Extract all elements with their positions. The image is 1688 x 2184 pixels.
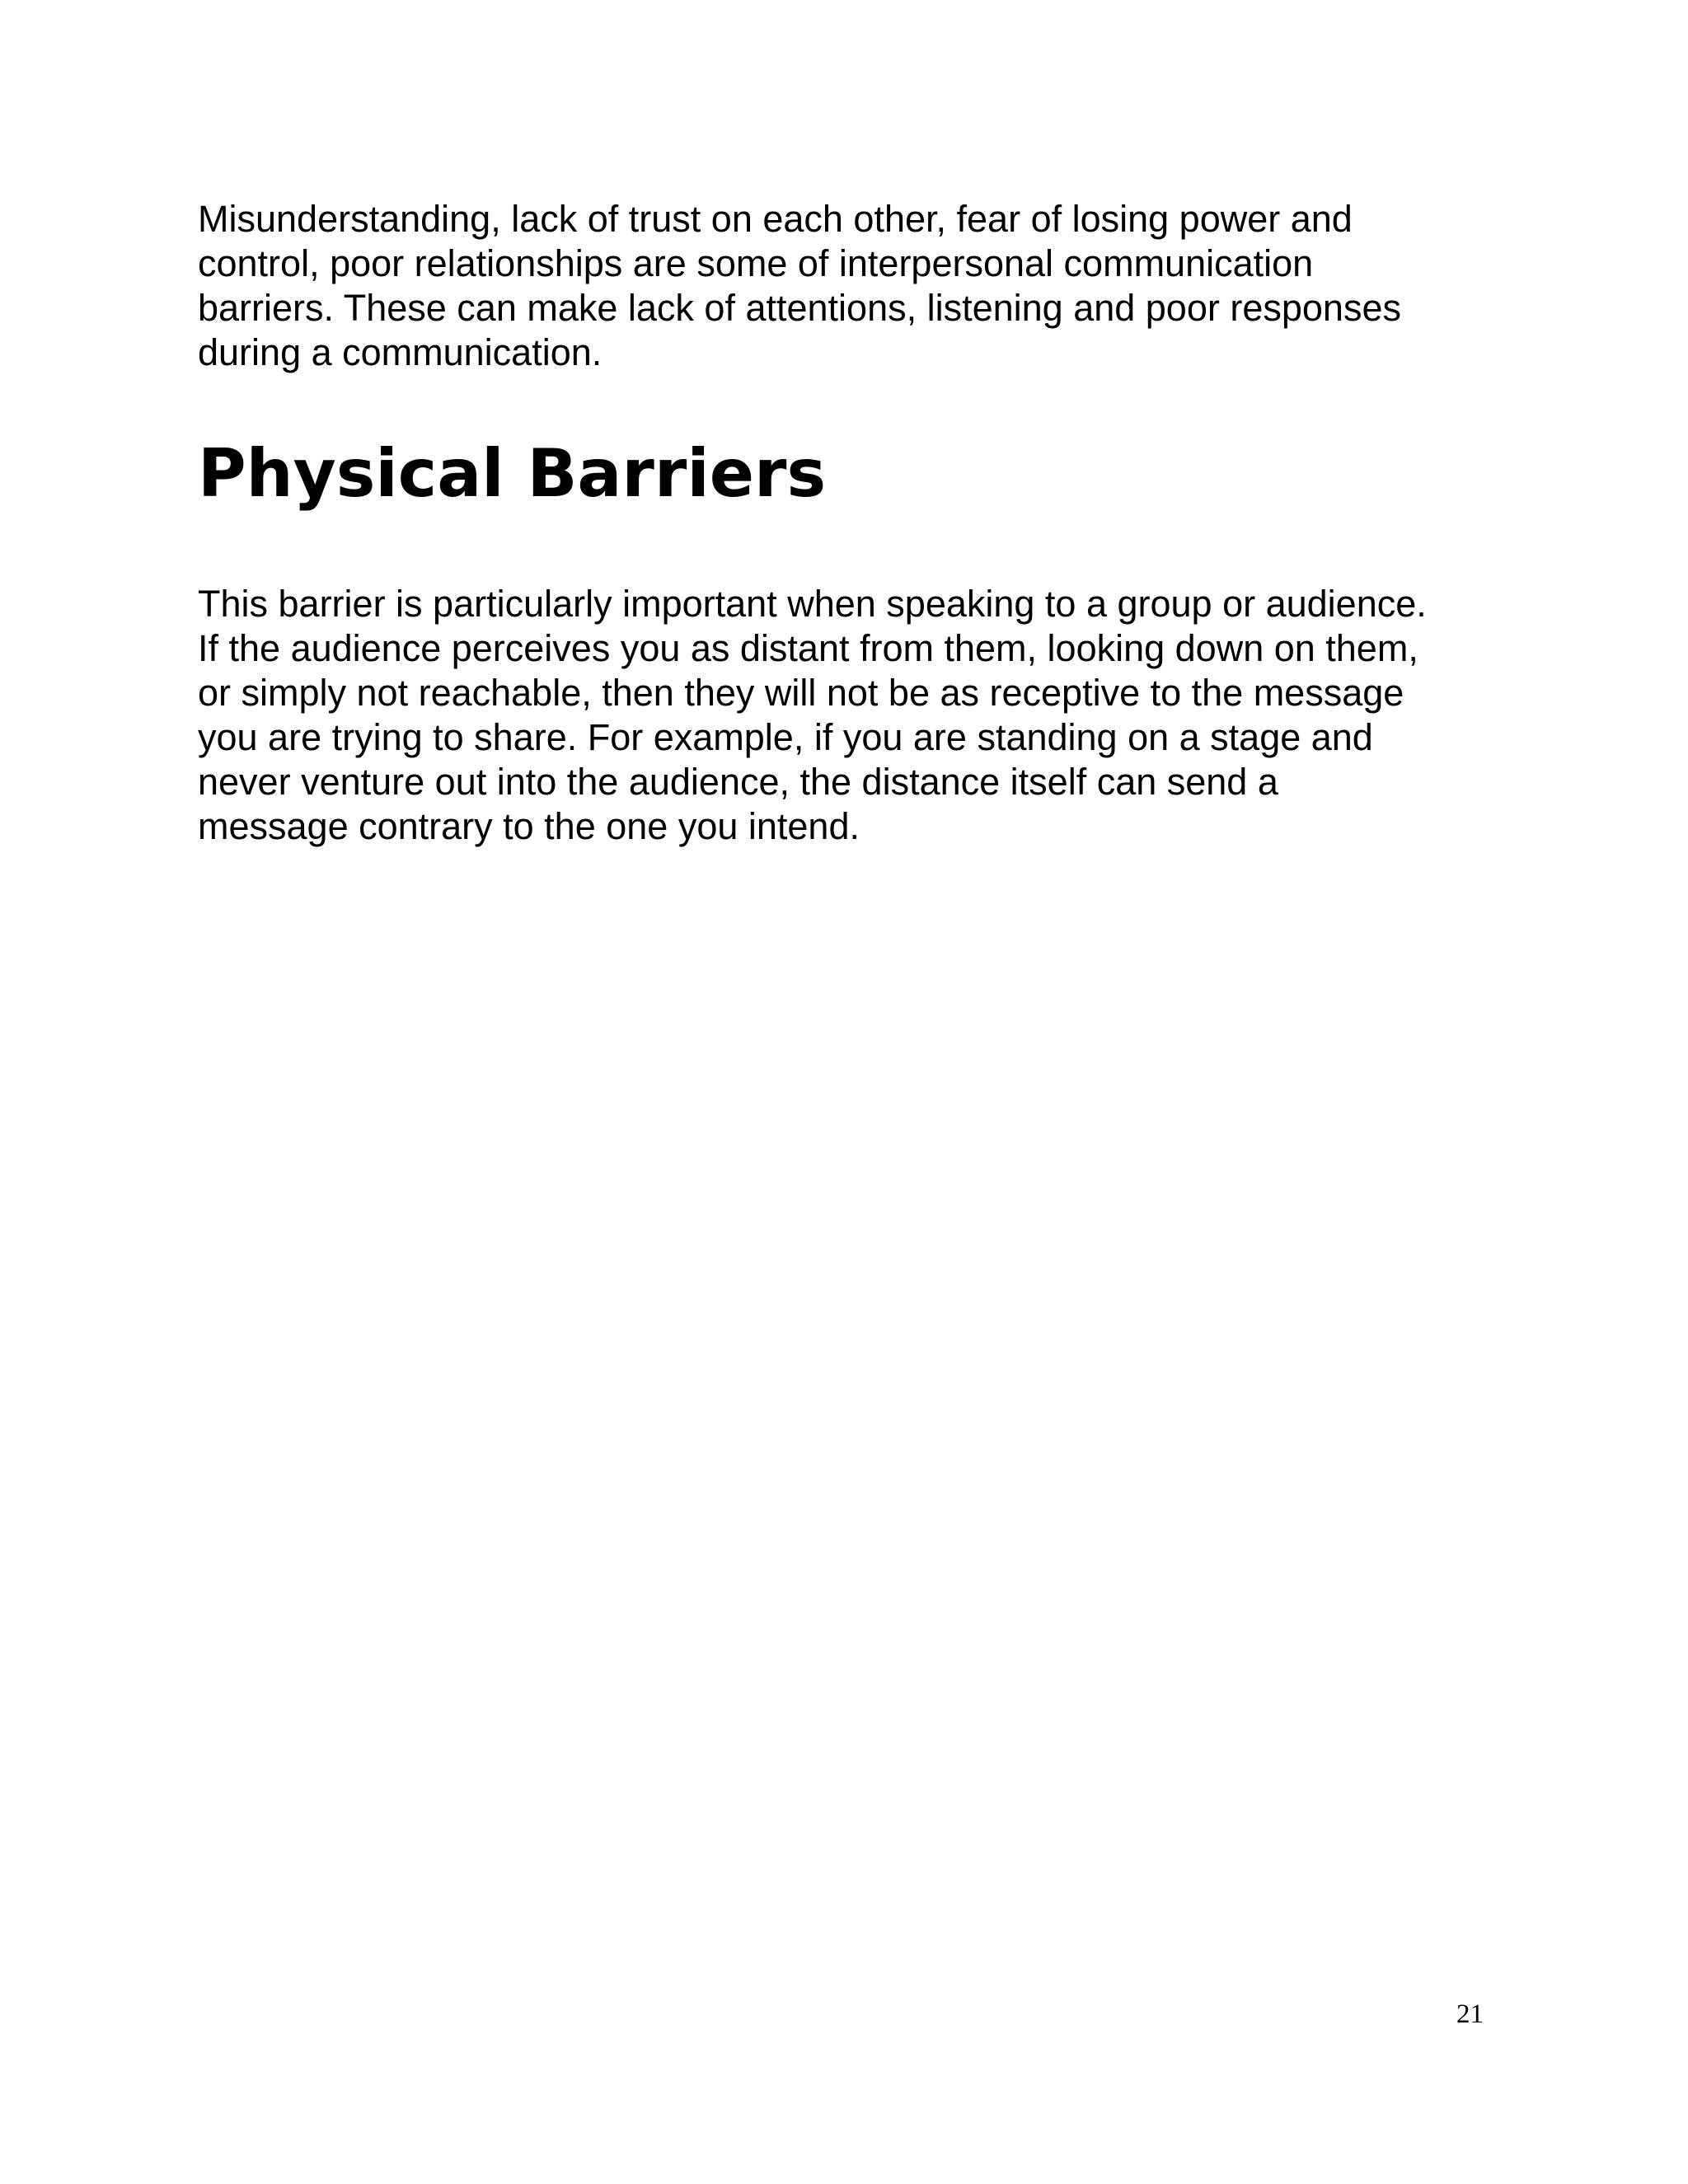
paragraph-line: never venture out into the audience, the distance itself can send a	[198, 761, 1278, 803]
paragraph-line: you are trying to share. For example, if you are standing on a stage and	[198, 716, 1373, 758]
section-heading: Physical Barriers	[198, 435, 827, 512]
paragraph-line: or simply not reachable, then they will not be as receptive to the message	[198, 672, 1404, 714]
paragraph-line: Misunderstanding, lack of trust on each other, fear of losing power and	[198, 198, 1353, 240]
interpersonal-barriers-paragraph	[198, 197, 1500, 375]
physical-barriers-paragraph	[198, 582, 1500, 849]
paragraph-line: message contrary to the one you intend.	[198, 805, 860, 847]
paragraph-line: If the audience perceives you as distant from them, looking down on them,	[198, 627, 1418, 669]
paragraph-line: during a communication.	[198, 331, 603, 373]
paragraph-line: barriers. These can make lack of attentions, listening and poor responses	[198, 287, 1401, 329]
page-number: 21	[1456, 1999, 1484, 2029]
paragraph-line: control, poor relationships are some of interpersonal communication	[198, 242, 1314, 284]
paragraph-line: This barrier is particularly important when speaking to a group or audience.	[198, 583, 1427, 625]
